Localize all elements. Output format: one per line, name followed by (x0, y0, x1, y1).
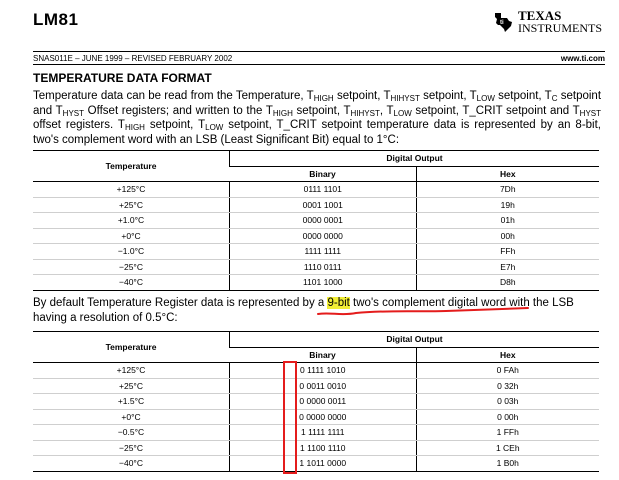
col-binary: Binary (230, 166, 417, 182)
table-row: −0.5°C 1 1111 1111 1 FFh (33, 425, 599, 441)
table-row: −40°C 1101 1000 D8h (33, 275, 599, 291)
table-row: +0°C 0000 0000 00h (33, 228, 599, 244)
paragraph-temperature-format: Temperature data can be read from the Temperature, $T_{HIGH}$ setpoint, $T_{HIHYST}$ setpoint, $T_{LOW}$ setpoint, $T_C$ setpoint and $T_{HYST}$ Offset registers; and written to the $T_{HIGH}$ setpoint, $T_{HIHYST}$, $T_{LOW}$ setpoint, T_CRIT setpoint and $T_{HYST}$ offset registers. $T_{HIGH}$ setpoint, $T_{LOW}$ setpoint, T_CRIT setpoint temperature data is represented by an 8-bit, two's complement word with an LSB (Least Significant Bit) equal to 1°C: (33, 90, 602, 146)
table-row: +1.5°C 0 0000 0011 0 03h (33, 394, 599, 410)
col-digital-output: Digital Output (230, 332, 600, 348)
red-underline-annotation (316, 304, 531, 318)
table-row: −25°C 1110 0111 E7h (33, 259, 599, 275)
col-temperature: Temperature (33, 332, 230, 363)
col-hex: Hex (416, 347, 599, 363)
table-row: −1.0°C 1111 1111 FFh (33, 244, 599, 260)
col-binary: Binary (230, 347, 417, 363)
header-rule-bottom (33, 64, 605, 65)
table-row: +25°C 0 0011 0010 0 32h (33, 378, 599, 394)
table-row: +1.0°C 0000 0001 01h (33, 213, 599, 229)
document-id: SNAS011E – JUNE 1999 – REVISED FEBRUARY 2002 (33, 54, 233, 63)
logo-line-2: INSTRUMENTS (518, 21, 603, 35)
texas-state-icon (492, 11, 514, 33)
table-row: +125°C 0111 1101 7Dh (33, 182, 599, 198)
table-row: +125°C 0 1111 1010 0 FAh (33, 363, 599, 379)
col-hex: Hex (416, 166, 599, 182)
table-row: −40°C 1 1011 0000 1 B0h (33, 456, 599, 472)
table-row: +25°C 0001 1001 19h (33, 197, 599, 213)
website-link[interactable]: www.ti.com (560, 54, 605, 63)
header-rule (33, 51, 605, 52)
ti-logo (492, 9, 602, 35)
logo-line-1: TEXAS (518, 8, 562, 23)
col-temperature: Temperature (33, 151, 230, 182)
red-box-sign-bit-annotation (283, 361, 297, 474)
svg-text:ti: ti (500, 20, 504, 26)
col-digital-output: Digital Output (230, 151, 600, 167)
document-title: LM81 (33, 10, 79, 29)
table-9bit-format (33, 331, 599, 472)
table-row: +0°C 0 0000 0000 0 00h (33, 409, 599, 425)
paragraph-9bit-default: By default Temperature Register data is represented by a 9-bit two's complement digital word with the LSB having a resolution of 0.5°C: (33, 297, 574, 324)
section-heading: TEMPERATURE DATA FORMAT (33, 71, 212, 85)
highlight-9bit: 9-bit (327, 297, 350, 309)
table-row: −25°C 1 1100 1110 1 CEh (33, 440, 599, 456)
table-8bit-format (33, 150, 599, 291)
